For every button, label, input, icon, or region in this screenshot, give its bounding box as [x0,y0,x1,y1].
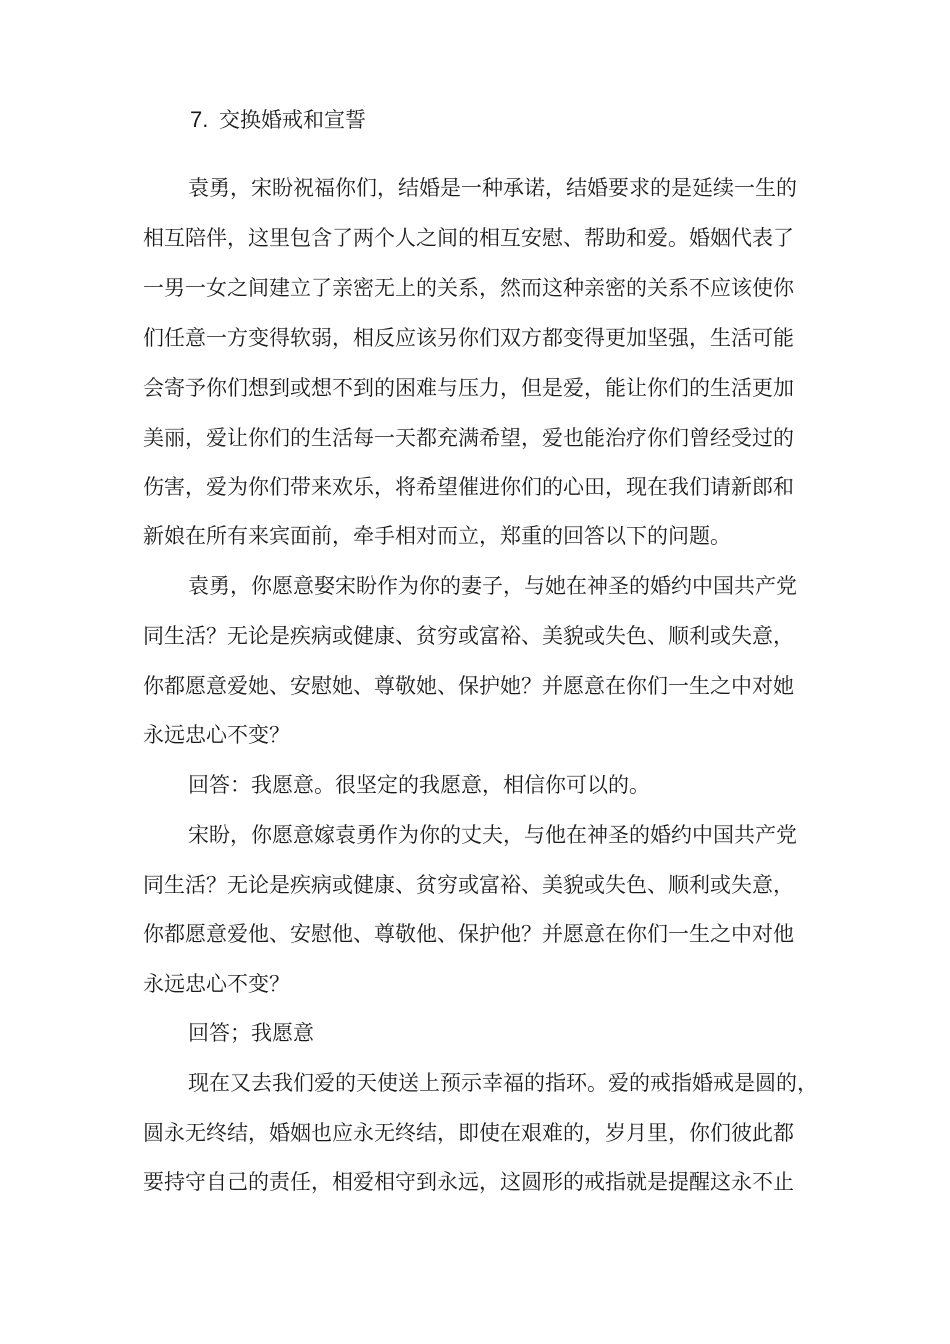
paragraph-line: 永远忠心不变？ [143,972,290,996]
paragraph-line: 圆永无终结，婚姻也应永无终结，即使在艰难的，岁月里，你们彼此都 [143,1121,794,1145]
paragraph-line: 同生活？无论是疾病或健康、贫穷或富裕、美貌或失色、顺利或失意， [143,624,794,648]
paragraph-line: 回答：我愿意。很坚定的我愿意，相信你可以的。 [188,773,650,797]
paragraph-line: 现在又去我们爱的天使送上预示幸福的指环。爱的戒指婚戒是圆的， [188,1071,818,1095]
paragraph-line: 一男一女之间建立了亲密无上的关系，然而这种亲密的关系不应该使你 [143,276,794,300]
section-number: 7. [190,107,209,132]
paragraph-line: 美丽，爱让你们的生活每一天都充满希望，爱也能治疗你们曾经受过的 [143,426,794,450]
paragraph-line: 永远忠心不变？ [143,723,290,747]
paragraph-line: 宋盼，你愿意嫁袁勇作为你的丈夫，与他在神圣的婚约中国共产党 [188,823,797,847]
paragraph-line: 同生活？无论是疾病或健康、贫穷或富裕、美貌或失色、顺利或失意， [143,873,794,897]
paragraph-line: 要持守自己的责任，相爱相守到永远，这圆形的戒指就是提醒这永不止 [143,1170,794,1194]
paragraph-line: 们任意一方变得软弱，相反应该另你们双方都变得更加坚强，生活可能 [143,326,794,350]
paragraph-line: 相互陪伴，这里包含了两个人之间的相互安慰、帮助和爱。婚姻代表了 [143,226,794,250]
paragraph-line: 新娘在所有来宾面前，牵手相对而立，郑重的回答以下的问题。 [143,524,731,548]
paragraph-line: 你都愿意爱她、安慰她、尊敬她、保护她？并愿意在你们一生之中对她 [143,674,794,698]
paragraph-line: 伤害，爱为你们带来欢乐，将希望催进你们的心田，现在我们请新郎和 [143,475,794,499]
paragraph-line: 你都愿意爱他、安慰他、尊敬他、保护他？并愿意在你们一生之中对他 [143,922,794,946]
section-heading [190,104,366,136]
paragraph-line: 袁勇，你愿意娶宋盼作为你的妻子，与她在神圣的婚约中国共产党 [188,574,797,598]
paragraph-line: 回答；我愿意 [188,1021,314,1045]
paragraph-line: 袁勇，宋盼祝福你们，结婚是一种承诺，结婚要求的是延续一生的 [188,176,797,200]
paragraph-line: 会寄予你们想到或想不到的困难与压力，但是爱，能让你们的生活更加 [143,376,794,400]
section-title: 交换婚戒和宣誓 [219,108,367,132]
